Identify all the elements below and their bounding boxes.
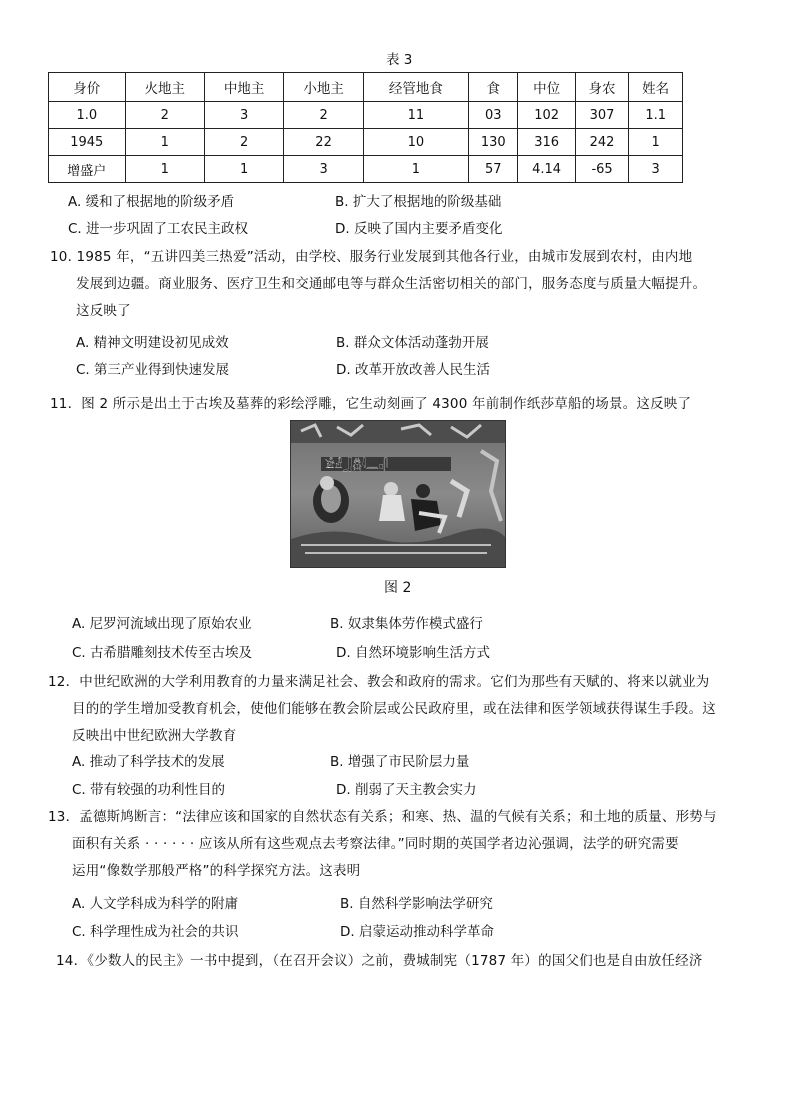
table-cell: -65 [575,156,629,183]
q9-option-d: D. 反映了国内主要矛盾变化 [335,221,503,237]
table-cell: 4.14 [518,156,575,183]
q10-option-d: D. 改革开放改善人民生活 [336,362,490,378]
q11-stem-line1: 11．图 2 所示是出土于古埃及墓葬的彩绘浮雕，它生动刻画了 4300 年前制作纸莎草船的场景。这反映了 [50,396,692,412]
table-cell: 57 [469,156,518,183]
table-header-cell: 中位 [518,73,575,102]
q9-option-a: A. 缓和了根据地的阶级矛盾 [68,194,235,210]
table-header-cell: 姓名 [629,73,683,102]
table-cell: 130 [469,129,518,156]
q10-stem-line2: 发展到边疆。商业服务、医疗卫生和交通邮电等与群众生活密切相关的部门，服务态度与质量大幅提升。 [76,276,707,292]
table-header-cell: 火地主 [125,73,204,102]
table-header-cell: 食 [469,73,518,102]
table-cell: 增盛户 [49,156,126,183]
q12-option-a: A. 推动了科学技术的发展 [72,754,225,770]
q12-stem-line1: 12．中世纪欧洲的大学利用教育的力量来满足社会、教会和政府的需求。它们为那些有天赋的、将来以就业为 [48,674,710,690]
table-header-cell: 身价 [49,73,126,102]
q12-option-c: C. 带有较强的功利性目的 [72,782,226,798]
q13-stem-line1: 13．孟德斯鸠断言：“法律应该和国家的自然状态有关系；和寒、热、温的气候有关系；和土地的质量、形势与 [48,809,717,825]
table-cell: 03 [469,102,518,129]
table-cell: 1.1 [629,102,683,129]
q12-stem-line2: 目的的学生增加受教育机会，使他们能够在教会阶层或公民政府里，或在法律和医学领域获得谋生手段。这 [72,701,716,717]
table-cell: 2 [204,129,283,156]
q10-stem-line3: 这反映了 [76,303,131,319]
table-cell: 3 [629,156,683,183]
q11-option-c: C. 古希腊雕刻技术传至古埃及 [72,645,253,661]
table-cell: 1 [204,156,283,183]
q12-option-b: B. 增强了市民阶层力量 [330,754,470,770]
table-header-cell: 中地主 [204,73,283,102]
table-row [49,129,683,156]
q14-stem-line1: 14．《少数人的民主》一书中提到，（在召开会议）之前，费城制宪（1787 年）的国父们也是自由放任经济 [56,953,703,969]
table-cell: 1 [125,129,204,156]
q11-option-a: A. 尼罗河流域出现了原始农业 [72,616,252,632]
q10-option-a: A. 精神文明建设初见成效 [76,335,229,351]
q12-stem-line3: 反映出中世纪欧洲大学教育 [72,728,237,744]
relief-image-icon [291,421,505,567]
q11-option-b: B. 奴隶集体劳作模式盛行 [330,616,483,632]
table-header-row [49,73,683,102]
svg-text:𓀀𓁐𓃀𓆣𓇋𓈖𓊪𓋴: 𓀀𓁐𓃀𓆣𓇋𓈖𓊪𓋴 [325,458,388,471]
q9-option-b: B. 扩大了根据地的阶级基础 [335,194,502,210]
q9-option-c: C. 进一步巩固了工农民主政权 [68,221,249,237]
table-cell: 3 [284,156,363,183]
q13-option-b: B. 自然科学影响法学研究 [340,896,493,912]
table-header-cell: 身农 [575,73,629,102]
table-cell: 1 [125,156,204,183]
egyptian-relief-figure [290,420,506,568]
table-row [49,102,683,129]
data-table [48,72,683,183]
table-cell: 316 [518,129,575,156]
table-cell: 3 [204,102,283,129]
table-cell: 1945 [49,129,126,156]
table-cell: 242 [575,129,629,156]
q13-stem-line3: 运用“像数学那般严格”的科学探究方法。这表明 [72,863,361,879]
table-cell: 1.0 [49,102,126,129]
table-title: 表 3 [386,52,413,68]
table-header-cell: 经管地食 [363,73,468,102]
table-cell: 10 [363,129,468,156]
table-cell: 1 [363,156,468,183]
q10-option-b: B. 群众文体活动蓬勃开展 [336,335,489,351]
table-cell: 2 [284,102,363,129]
table-cell: 1 [629,129,683,156]
q11-option-d: D. 自然环境影响生活方式 [336,645,490,661]
q10-option-c: C. 第三产业得到快速发展 [76,362,230,378]
q12-option-d: D. 削弱了天主教会实力 [336,782,477,798]
figure-caption: 图 2 [384,580,412,596]
q13-option-d: D. 启蒙运动推动科学革命 [340,924,494,940]
q13-stem-line2: 面积有关系 · · · · · · 应该从所有这些观点去考察法律。”同时期的英国学者边沁强调，法学的研究需要 [72,836,679,852]
table-cell: 11 [363,102,468,129]
table-row [49,156,683,183]
table-cell: 2 [125,102,204,129]
table-cell: 307 [575,102,629,129]
table-header-cell: 小地主 [284,73,363,102]
table-cell: 102 [518,102,575,129]
q13-option-a: A. 人文学科成为科学的附庸 [72,896,239,912]
q13-option-c: C. 科学理性成为社会的共识 [72,924,239,940]
q10-stem-line1: 10. 1985 年，“五讲四美三热爱”活动，由学校、服务行业发展到其他各行业，由城市发展到农村，由内地 [50,249,693,265]
table-cell: 22 [284,129,363,156]
